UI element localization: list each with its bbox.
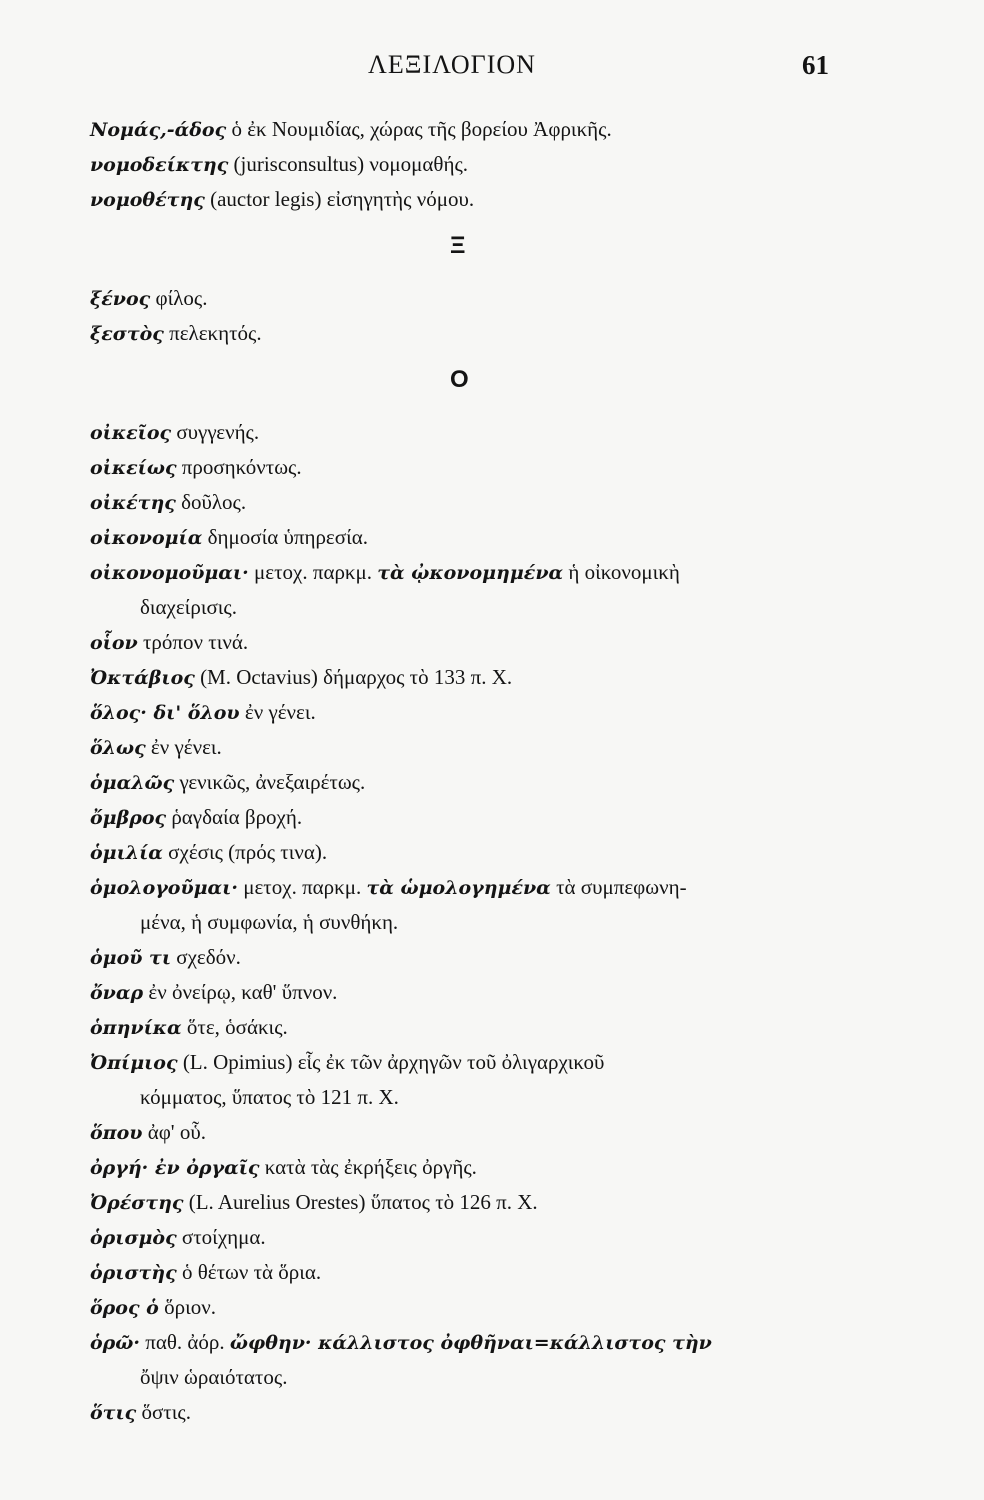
entry bbox=[90, 485, 850, 520]
entry-headword: οἰκεῖος bbox=[90, 422, 172, 444]
entry-definition: μετοχ. παρκμ. bbox=[237, 875, 367, 899]
entry bbox=[90, 870, 850, 905]
entry bbox=[90, 800, 850, 835]
entry-definition-cont: τὰ συμπεφωνη- bbox=[550, 875, 687, 899]
page-title: ΛΕΞΙΛΟΓΙΟΝ bbox=[368, 50, 536, 79]
entry bbox=[90, 1010, 850, 1045]
entry bbox=[90, 1185, 850, 1220]
entry-headword: ὅλως bbox=[90, 737, 146, 759]
entry-continuation-text: ὄψιν ὡραιότατος. bbox=[140, 1365, 288, 1389]
entry-headword: ὅτις bbox=[90, 1402, 137, 1424]
entry bbox=[90, 1115, 850, 1150]
entry bbox=[90, 835, 850, 870]
entry-definition: (auctor legis) εἰσηγητὴς νόμου. bbox=[204, 187, 475, 211]
entry bbox=[90, 1045, 850, 1080]
entry-definition: ὁ θέτων τὰ ὅρια. bbox=[176, 1260, 322, 1284]
entry-headword: ὄμβρος bbox=[90, 807, 167, 829]
entry-continuation bbox=[90, 590, 850, 625]
entry-definition: ὅστις. bbox=[136, 1400, 191, 1424]
entry-definition: ὅριον. bbox=[158, 1295, 216, 1319]
entry bbox=[90, 555, 850, 590]
entry-continuation bbox=[90, 905, 850, 940]
entry-headword: οἰκέτης bbox=[90, 492, 176, 514]
entry-definition: πελεκητός. bbox=[163, 321, 262, 345]
entry bbox=[90, 281, 850, 316]
entry bbox=[90, 1395, 850, 1430]
entry bbox=[90, 975, 850, 1010]
entry bbox=[90, 520, 850, 555]
entry-headword: Ὀρέστης bbox=[90, 1192, 184, 1214]
entry-headword: ὁμαλῶς bbox=[90, 772, 175, 794]
entry-headword: ὅλος· δι' ὅλου bbox=[90, 702, 240, 724]
entry-headword: ὄναρ bbox=[90, 982, 144, 1004]
entry-headword: νομοδείκτης bbox=[90, 154, 229, 176]
entry-definition: στοίχημα. bbox=[176, 1225, 266, 1249]
entry-definition: δημοσία ὑπηρεσία. bbox=[202, 525, 368, 549]
lexicon-entries bbox=[90, 112, 850, 1430]
entry-example: τὰ ᾠκονομημένα bbox=[377, 562, 564, 584]
entry-continuation bbox=[90, 1360, 850, 1395]
entry bbox=[90, 1325, 850, 1360]
entry bbox=[90, 1290, 850, 1325]
entry-continuation-text: διαχείρισις. bbox=[140, 595, 238, 619]
entry-definition: ὅτε, ὁσάκις. bbox=[181, 1015, 288, 1039]
entry bbox=[90, 625, 850, 660]
entry-headword: Νομάς,-άδος bbox=[90, 119, 227, 141]
entry-definition: κατὰ τὰς ἐκρήξεις ὀργῆς. bbox=[259, 1155, 477, 1179]
entry-continuation-text: μένα, ἡ συμφωνία, ἡ συνθήκη. bbox=[140, 910, 399, 934]
entry-definition: συγγενής. bbox=[171, 420, 260, 444]
entry-headword: οἰκονομοῦμαι· bbox=[90, 562, 249, 584]
entry-definition: τρόπον τινά. bbox=[137, 630, 249, 654]
entry-headword: ὅρος ὁ bbox=[90, 1297, 159, 1319]
entry-definition: μετοχ. παρκμ. bbox=[248, 560, 378, 584]
entry-headword: Ὀπίμιος bbox=[90, 1052, 178, 1074]
entry bbox=[90, 450, 850, 485]
entry bbox=[90, 316, 850, 351]
entry-definition: (M. Octavius) δήμαρχος τὸ 133 π. Χ. bbox=[194, 665, 513, 689]
entry-continuation-text: κόμματος, ὕπατος τὸ 121 π. Χ. bbox=[140, 1085, 399, 1109]
page-header bbox=[0, 50, 984, 90]
entry bbox=[90, 1255, 850, 1290]
entry-example: τὰ ὡμολογημένα bbox=[366, 877, 551, 899]
entry bbox=[90, 730, 850, 765]
entry-headword: οἰκείως bbox=[90, 457, 177, 479]
entry-definition: γενικῶς, ἀνεξαιρέτως. bbox=[174, 770, 366, 794]
entry-headword: οἰκονομία bbox=[90, 527, 203, 549]
entry-definition: φίλος. bbox=[150, 286, 208, 310]
entry-example: ὤφθην· κάλλιστος ὀφθῆναι=κάλλιστος τὴν bbox=[229, 1332, 712, 1354]
entry-headword: ὁρῶ· bbox=[90, 1332, 141, 1354]
entry bbox=[90, 147, 850, 182]
entry-headword: Ὀκτάβιος bbox=[90, 667, 195, 689]
entry-headword: ὀργή· ἐν ὀργαῖς bbox=[90, 1157, 260, 1179]
entry-headword: νομοθέτης bbox=[90, 189, 205, 211]
entry-definition: δοῦλος. bbox=[175, 490, 247, 514]
entry bbox=[90, 1150, 850, 1185]
entry-continuation bbox=[90, 1080, 850, 1115]
entry-definition: ἐν γένει. bbox=[145, 735, 222, 759]
entry-definition: σχέσις (πρός τινα). bbox=[162, 840, 328, 864]
entry-definition: ἐν ὀνείρῳ, καθ' ὕπνον. bbox=[143, 980, 338, 1004]
entry-headword: ὁμιλία bbox=[90, 842, 163, 864]
entry-headword: ξένος bbox=[90, 288, 151, 310]
page-number: 61 bbox=[802, 50, 829, 80]
entry-definition: (L. Aurelius Orestes) ὕπατος τὸ 126 π. Χ. bbox=[183, 1190, 538, 1214]
entry bbox=[90, 940, 850, 975]
entry-definition-cont: ἡ οἰκονομικὴ bbox=[563, 560, 680, 584]
entry-definition: παθ. ἀόρ. bbox=[140, 1330, 230, 1354]
entry-headword: ὁρισμὸς bbox=[90, 1227, 177, 1249]
entry-headword: ὁμολογοῦμαι· bbox=[90, 877, 238, 899]
entry bbox=[90, 415, 850, 450]
entry-headword: ὁριστὴς bbox=[90, 1262, 177, 1284]
entry-definition: ἐν γένει. bbox=[239, 700, 316, 724]
entry-definition: προσηκόντως. bbox=[176, 455, 302, 479]
section-letter-xi: Ξ bbox=[450, 232, 466, 259]
entry-headword: ξεστὸς bbox=[90, 323, 164, 345]
entry-definition: (jurisconsultus) νομομαθής. bbox=[228, 152, 469, 176]
entry bbox=[90, 1220, 850, 1255]
entry-headword: ὁπηνίκα bbox=[90, 1017, 182, 1039]
entry bbox=[90, 112, 850, 147]
entry bbox=[90, 695, 850, 730]
entry bbox=[90, 182, 850, 217]
entry-headword: οἷον bbox=[90, 632, 138, 654]
entry bbox=[90, 660, 850, 695]
entry-definition: (L. Opimius) εἷς ἐκ τῶν ἀρχηγῶν τοῦ ὀλιγαρχικοῦ bbox=[177, 1050, 605, 1074]
entry-definition: σχεδόν. bbox=[171, 945, 241, 969]
entry-headword: ὁμοῦ τι bbox=[90, 947, 172, 969]
entry-definition: ὁ ἐκ Νουμιδίας, χώρας τῆς βορείου Ἀφρικῆς. bbox=[226, 117, 612, 141]
entry-definition: ἀφ' οὗ. bbox=[142, 1120, 206, 1144]
entry-definition: ῥαγδαία βροχή. bbox=[166, 805, 303, 829]
entry-headword: ὅπου bbox=[90, 1122, 143, 1144]
entry bbox=[90, 765, 850, 800]
section-letter-omicron: Ο bbox=[450, 366, 469, 393]
